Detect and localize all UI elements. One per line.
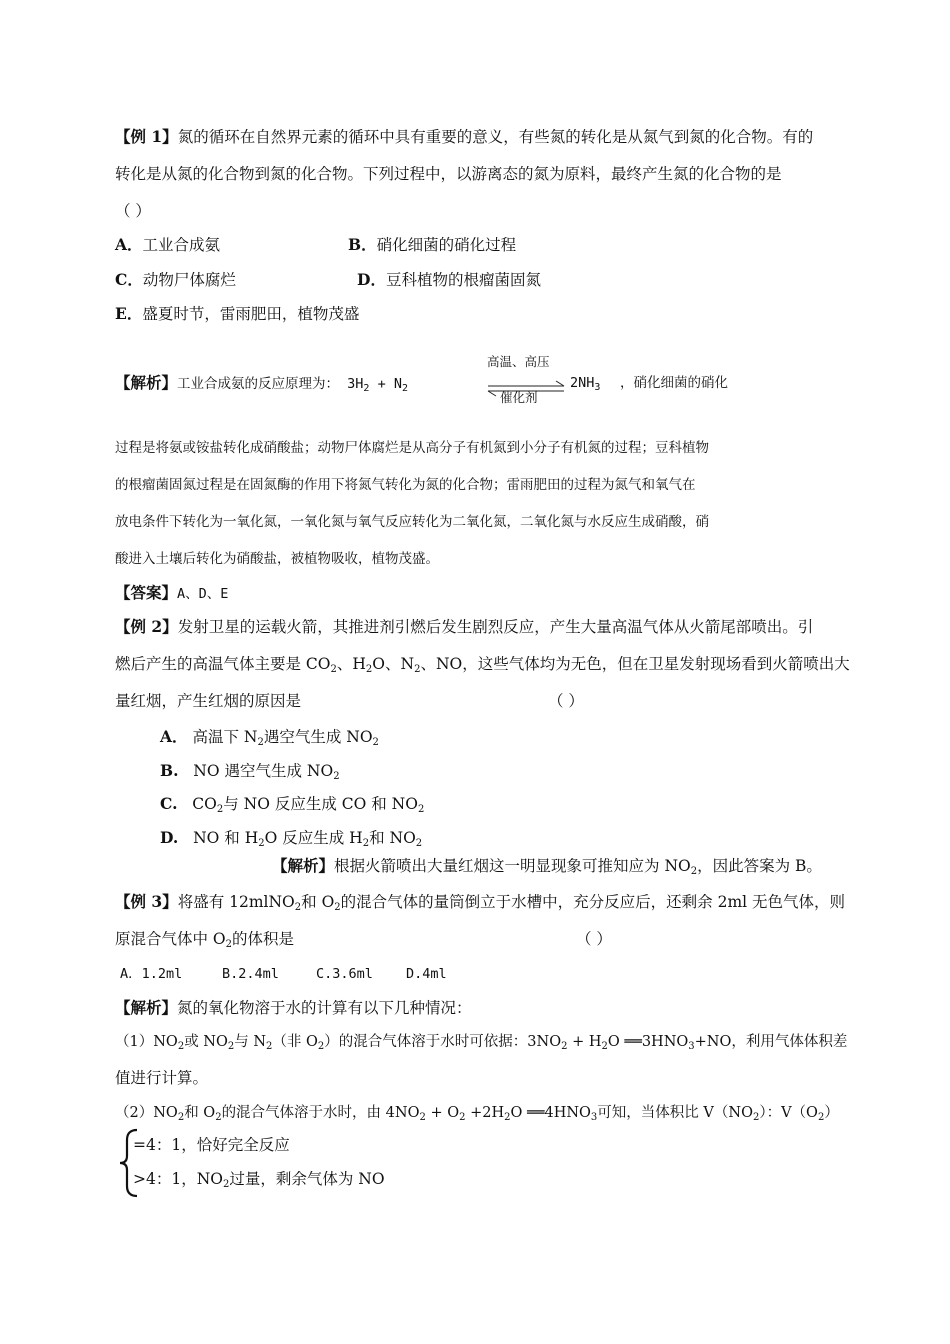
ex1-paren: （ ） <box>115 202 151 220</box>
ex3-label: 【例 3】 <box>115 892 178 911</box>
ex1-analysis-tail: ，硝化细菌的硝化 <box>620 375 728 391</box>
ex1-option-d: D．豆科植物的根瘤菌固氮 <box>357 270 541 289</box>
equation-left: $3H_2 + N_2$ <box>347 376 408 394</box>
ex3-case1-line2: 值进行计算。 <box>115 1069 209 1087</box>
ex3-case-equal: =4：1，恰好完全反应 <box>133 1136 290 1154</box>
ex2-option-a: A． 高温下 $N_2$遇空气生成 $NO_2$ <box>160 727 379 748</box>
ex2-option-d: D. NO 和 $H_2O$ 反应生成 $H_2$和 $NO_2$ <box>160 828 423 849</box>
ex2-option-c: C. $CO_2$与 NO 反应生成 CO 和 $NO_2$ <box>160 794 425 815</box>
ex2-option-b: B. NO 遇空气生成 $NO_2$ <box>160 761 340 782</box>
ex1-option-c: C．动物尸体腐烂 <box>115 270 236 289</box>
ex3-option-c: C.3.6ml <box>316 966 373 982</box>
ex3-case1-line1: $(1)NO_2$或 $NO_2$与 $N_2$（非 $O_2$）的混合气体溶于水时可依据：$3NO_2 + H_2O$ $══3HNO_3+NO$，利用气体体积差 <box>115 1034 848 1052</box>
ex3-case2-line1: $(2)NO_2$和 $O_2$的混合气体溶于水时，由 $4NO_2 + O_2 +2H_2O$ $══4HNO_3$可知，当体积比 $V(NO_2)$：$V(O_2)$ <box>115 1105 839 1123</box>
ex1-option-e: E．盛夏时节，雷雨肥田，植物茂盛 <box>115 304 360 323</box>
ex1-line2: 转化是从氮的化合物到氮的化合物。下列过程中，以游离态的氮为原料，最终产生氮的化合物的是 <box>115 165 782 183</box>
ex1-analysis-line4: 放电条件下转化为一氧化氮，一氧化氮与氧气反应转化为二氧化氮，二氧化氮与水反应生成硝酸，硝 <box>115 514 709 530</box>
ex1-line1: 【例 1】氮的循环在自然界元素的循环中具有重要的意义，有些氮的转化是从氮气到氮的化合物。有的 <box>115 127 814 146</box>
ex3-option-d: D.4ml <box>406 966 447 982</box>
reaction-condition-bottom: 催化剂 <box>500 390 538 405</box>
ex3-case-greater: >4：1，$NO_2$过量，剩余气体为 NO <box>133 1170 385 1190</box>
ex1-option-a: A．工业合成氨 <box>115 235 221 254</box>
ex2-label: 【例 2】 <box>115 617 178 636</box>
ex3-analysis-intro: 【解析】氮的氧化物溶于水的计算有以下几种情况： <box>115 998 472 1017</box>
ex2-paren: （ ） <box>548 692 584 710</box>
ex1-analysis-line3: 的根瘤菌固氮过程是在固氮酶的作用下将氮气转化为氮的化合物；雷雨肥田的过程为氮气和氧气在 <box>115 477 696 493</box>
ex1-option-b: B．硝化细菌的硝化过程 <box>348 235 517 254</box>
ex3-line1: 【例 3】将盛有 12mlNO$_2$和 $O_2$的混合气体的量筒倒立于水槽中，充分反应后，还剩余 2ml 无色气体，则 <box>115 892 846 913</box>
ex2-analysis: 【解析】根据火箭喷出大量红烟这一明显现象可推知应为 $NO_2$，因此答案为 B。 <box>272 856 822 877</box>
ex3-line2: 原混合气体中 $O_2$的体积是 <box>115 930 295 950</box>
ex1-analysis-line2: 过程是将氨或铵盐转化成硝酸盐；动物尸体腐烂是从高分子有机氮到小分子有机氮的过程；豆科植物 <box>115 440 709 456</box>
ex2-line2: 燃后产生的高温气体主要是 $CO_2$、$H_2O$、$N_2$、NO，这些气体均为无色，但在卫星发射现场看到火箭喷出大 <box>115 655 850 675</box>
ex1-analysis-line1: 【解析】工业合成氨的反应原理为： $3H_2 + N_2$ <box>115 373 408 394</box>
ex3-option-b: B.2.4ml <box>222 966 279 982</box>
equation-right: $2NH_3$ <box>570 375 601 393</box>
reaction-condition-top: 高温、高压 <box>487 354 550 369</box>
ex2-line3: 量红烟，产生红烟的原因是 <box>115 692 302 710</box>
ex3-option-a: A．1.2ml <box>120 966 183 982</box>
ex3-paren: （ ） <box>576 930 612 948</box>
ex1-analysis-line5: 酸进入土壤后转化为硝酸盐，被植物吸收，植物茂盛。 <box>115 551 439 567</box>
ex2-line1: 【例 2】发射卫星的运载火箭，其推进剂引燃后发生剧烈反应，产生大量高温气体从火箭尾部喷出。引 <box>115 617 814 636</box>
ex1-analysis-label: 【解析】 <box>115 373 178 392</box>
ex1-answer: 【答案】A、D、E <box>115 583 229 602</box>
ex1-label: 【例 1】 <box>115 127 178 146</box>
